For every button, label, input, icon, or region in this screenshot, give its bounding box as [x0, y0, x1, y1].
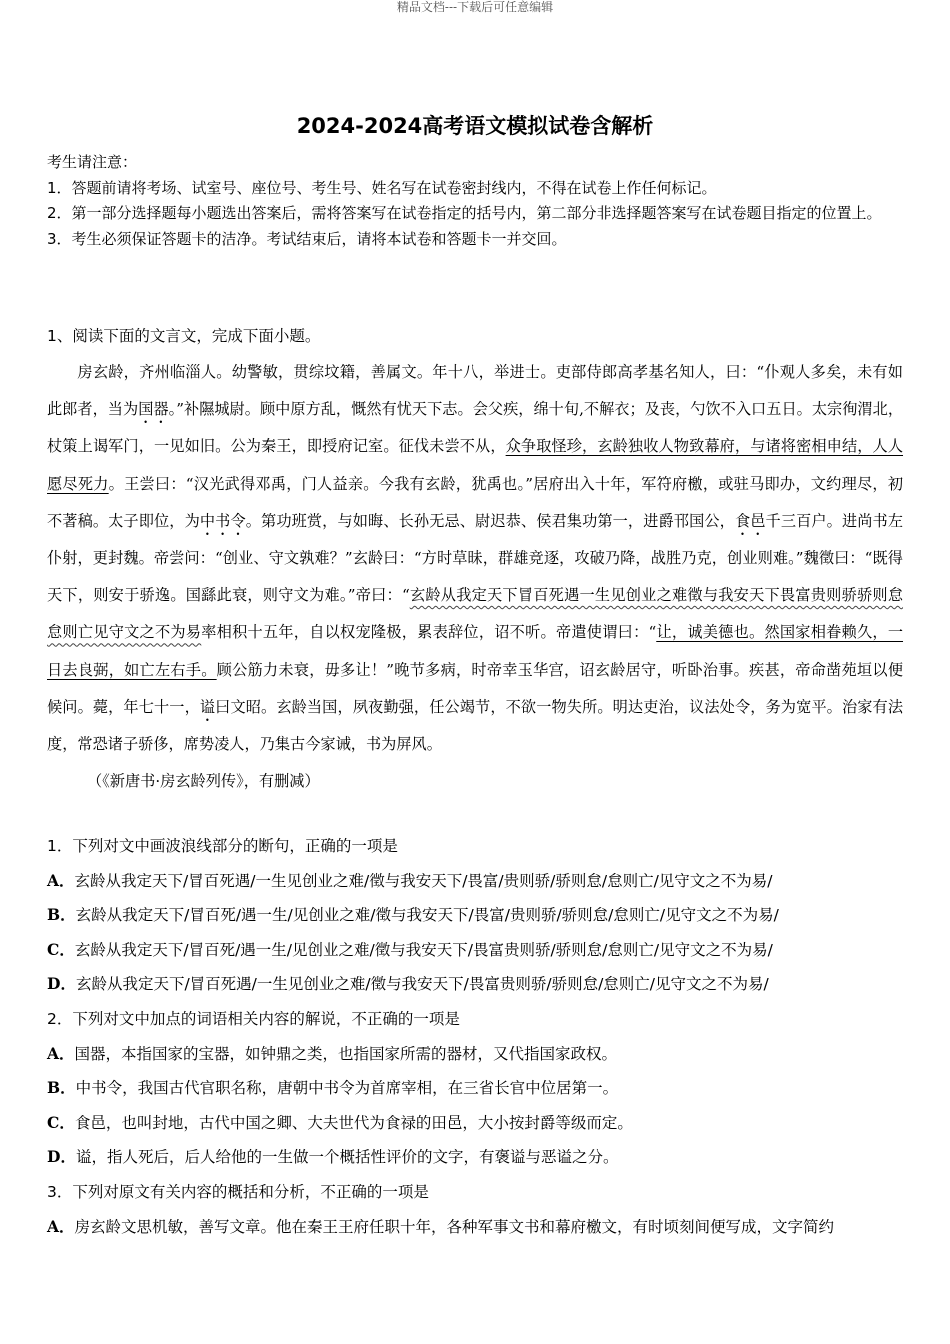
- option-item[interactable]: [47, 864, 903, 899]
- option-item[interactable]: [47, 1106, 903, 1141]
- option-item[interactable]: [47, 1140, 903, 1175]
- underlined-sentence-1: 众争取怪珍，玄龄独收人物致幕府，与诸将密相申结，人人愿尽死力: [47, 437, 904, 493]
- option-item[interactable]: [47, 967, 903, 1002]
- question-stem: 2．下列对文中加点的词语相关内容的解说，不正确的一项是: [47, 1009, 460, 1028]
- option-text: 谥，指人死后，后人给他的一生做一个概括性评价的文字，有褒谥与恶谥之分。: [75, 1148, 619, 1167]
- passage-text: 顾公筋力未衰，毋多让！”晚节多病，时帝幸玉华宫，诏玄龄居守，听卧治事。疾甚，帝命凿苑垣以便候问。薨，年七十一，: [47, 660, 904, 716]
- option-label: D．: [47, 974, 76, 994]
- option-item[interactable]: [47, 1037, 903, 1072]
- option-item[interactable]: [47, 933, 903, 968]
- page-watermark: 精品文档---下载后可任意编辑: [396, 0, 554, 14]
- option-label: A．: [47, 1043, 75, 1063]
- exam-notice: [47, 150, 903, 252]
- option-label: B．: [47, 1078, 76, 1098]
- passage-text: 千三百户。进尚书左仆射，更封魏。帝尝问：“创业、守文孰难？”玄龄曰：“方时草昧，群雄竞逐，攻破乃降，战胜乃克，创业则难。”魏徵曰：“既得天下，则安于骄逸。国繇此衰，则守文为难。”帝曰：“: [47, 511, 904, 605]
- wavy-underline-segment: 玄龄从我定天下冒百死遇一生见创业之难徵与我安天下畏富贵则骄骄则怠怠则亡见守文之不为易: [47, 586, 904, 642]
- option-text: 玄龄从我定天下/冒百死/遇一生/见创业之难/徵与我安天下/畏富/贵则骄/骄则怠/怠则亡/见守文之不为易/: [75, 906, 779, 925]
- option-item[interactable]: [47, 898, 903, 933]
- passage-text: 率相积十五年，自以权宠隆极，累表辞位，诏不听。帝遣使谓曰：“: [201, 623, 657, 642]
- option-item[interactable]: [47, 1210, 903, 1245]
- option-label: C．: [47, 1112, 75, 1132]
- notice-item: 1．答题前请将考场、试室号、座位号、考生号、姓名写在试卷密封线内，不得在试卷上作任何标记。: [47, 178, 717, 197]
- notice-item: 3．考生必须保证答题卡的洁净。考试结束后，请将本试卷和答题卡一并交回。: [47, 229, 567, 248]
- question-intro: 1、阅读下面的文言文，完成下面小题。: [47, 327, 321, 345]
- option-text: 食邑，也叫封地，古代中国之卿、大夫世代为食禄的田邑，大小按封爵等级而定。: [74, 1113, 633, 1132]
- option-label: C．: [47, 939, 75, 959]
- option-text: 国器，本指国家的宝器，如钟鼎之类，也指国家所需的器材，又代指国家政权。: [74, 1044, 618, 1063]
- notice-item: 2．第一部分选择题每小题选出答案后，需将答案写在试卷指定的括号内，第二部分非选择题答案写在试卷题目指定的位置上。: [47, 204, 882, 222]
- option-label: A．: [47, 870, 75, 890]
- question-stem: 1．下列对文中画波浪线部分的断句，正确的一项是: [47, 837, 398, 855]
- dotted-term-guoqi: 国器: [138, 400, 169, 419]
- underlined-sentence-2: 让，诚美德也。然国家相眷赖久，一日去良弼，如亡左右手。: [47, 623, 904, 679]
- option-item[interactable]: [47, 1071, 903, 1106]
- question-stem: 3．下列对原文有关内容的概括和分析，不正确的一项是: [47, 1182, 429, 1201]
- notice-heading: 考生请注意：: [47, 153, 138, 171]
- dotted-term-zhongshuling: 中书令: [199, 511, 246, 530]
- classical-passage: [47, 354, 903, 800]
- passage-text: 曰文昭。玄龄当国，夙夜勤强，任公竭节，不欲一物失所。明达吏治，议法处令，务为宽平。治家有法度，常恐诸子骄侈，席势凌人，乃集古今家诫，书为屏风。: [47, 697, 904, 754]
- passage-source: （《新唐书·房玄龄列传》，有删减）: [87, 772, 320, 791]
- option-label: A．: [47, 1216, 75, 1236]
- passage-text: 。第功班赏，与如晦、长孙无忌、尉迟恭、侯君集功第一，进爵邗国公，: [245, 511, 735, 530]
- option-label: D．: [47, 1147, 76, 1167]
- passage-text: 。王尝曰：“汉光武得邓禹，门人益亲。今我有玄龄，犹禹也。”居府出入十年，军符府檄，或驻马即办，文约理尽，初不著稿。太子即位，为: [47, 474, 904, 530]
- option-text: 玄龄从我定天下/冒百死遇/一生见创业之难/徵与我安天下/畏富/贵则骄/骄则怠/怠则亡/见守文之不为易/: [74, 871, 773, 890]
- passage-paragraph: [47, 354, 903, 763]
- dotted-term-shi: 谥: [199, 697, 216, 716]
- passage-text: 。”补隰城尉。顾中原方乱，慨然有忧天下志。会父疾，绵十旬,不解衣；及丧，勺饮不入口五日。太宗徇渭北，杖策上谒军门，一见如旧。公为秦王，即授府记室。征伐未尝不从，: [47, 400, 904, 456]
- dotted-term-shiyi: 食邑: [734, 511, 766, 530]
- passage-text: 房玄龄，齐州临淄人。幼警敏，贯综坟籍，善属文。年十八，举进士。吏部侍郎高孝基名知人，曰：“仆观人多矣，未有如此郎者，当为: [47, 363, 903, 419]
- option-text: 玄龄从我定天下/冒百死遇/一生见创业之难/徵与我安天下/畏富贵则骄/骄则怠/怠则亡/见守文之不为易/: [75, 975, 769, 994]
- option-label: B．: [47, 905, 76, 925]
- sub-questions: [47, 829, 903, 1244]
- option-text: 中书令，我国古代官职名称，唐朝中书令为首席宰相，在三省长官中位居第一。: [75, 1079, 619, 1098]
- option-text: 玄龄从我定天下/冒百死/遇一生/见创业之难/徵与我安天下/畏富贵则骄/骄则怠/怠则亡/见守文之不为易/: [74, 940, 773, 959]
- page-title: 2024-2024高考语文模拟试卷含解析: [296, 114, 654, 138]
- option-text: 房玄龄文思机敏，善写文章。他在秦王王府任职十年，各种军事文书和幕府檄文，有时顷刻间便写成，文字简约: [74, 1217, 835, 1236]
